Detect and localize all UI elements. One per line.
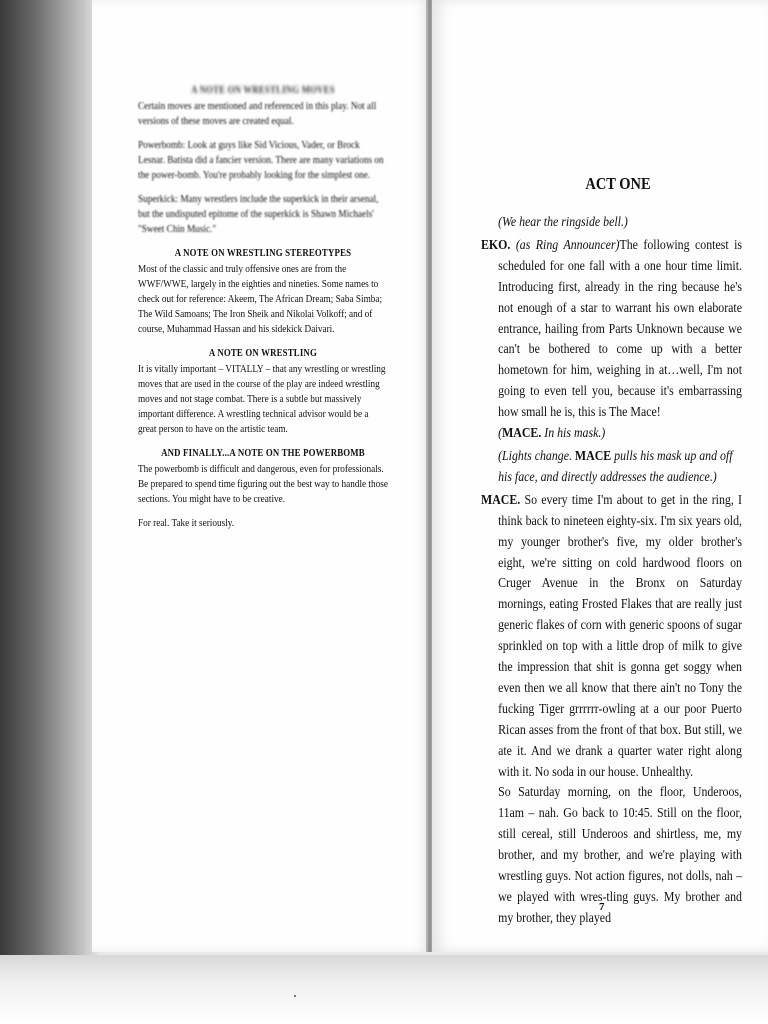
note-paragraph: For real. Take it seriously. — [138, 518, 235, 529]
scan-margin-bottom — [0, 955, 768, 1024]
note-wrestling — [138, 346, 388, 437]
note-heading: AND FINALLY...A NOTE ON THE POWERBOMB — [161, 448, 365, 459]
note-paragraph: Most of the classic and truly offensive ones are from the WWF/WWE, largely in the eighties and nineties. Some names to check out for reference: Akeem, The African Dream; Saba Simba; The Wild Samoans; The Iron Sheik and Nikolai Volkoff; and of course, Muhammad Hassan and his sidekick Daivari. — [138, 264, 383, 335]
note-paragraph: Certain moves are mentioned and referenced in this play. Not all versions of these moves are created equal. — [138, 101, 377, 127]
dialogue-text: So every time I'm about to get in the ring, I think back to nineteen eighty-six. I'm six years old, my younger brother's five, my older brother's eight, we're sitting on cold hardwood floors on Cruger Avenue in the Bronx on Saturday mornings, eating Frosted Flakes that are really just generic flakes of corn with generic spoons of sugar sprinkled on top with a little drop of milk to give the impression that shit is gonna get soggy when even then we all know that there ain't no Tony the fucking Tiger grrrrrr-owling at a our poor Puerto Rican asses from the front of that box. But still, we ate it. And we drank a quarter water right along with it. No soda in our house. Unhealthy. — [498, 491, 743, 779]
scan-speck — [294, 995, 296, 997]
note-wrestling-moves — [138, 83, 388, 237]
note-powerbomb — [138, 446, 388, 531]
note-paragraph: The powerbomb is difficult and dangerous, even for professionals. Be prepared to spend time figuring out the best way to handle those sections. You might have to be creative. — [138, 464, 388, 505]
speaker-name: MACE. — [481, 491, 521, 507]
note-paragraph: Powerbomb: Look at guys like Sid Vicious, Vader, or Brock Lesnar. Batista did a fancier version. There are many variations on the power-bomb. You're probably looking for the simplest one. — [138, 140, 384, 181]
act-title: ACT ONE — [585, 174, 651, 193]
script-body — [481, 212, 742, 929]
note-heading: A NOTE ON WRESTLING MOVES — [191, 85, 335, 96]
dialogue-eko — [481, 235, 743, 423]
dialogue-text: The following contest is scheduled for one fall with a one hour time limit. Introducing first, already in the ring because he's not enough of a star to warrant his own elaborate entrance, hailing from Parts Unknown because we can't be bothered to come up with a better hometown for him, weighing in at…well, I'm not going to even tell you, because it's embarrassing how small he is, this is The Mace! — [498, 236, 743, 420]
note-heading: A NOTE ON WRESTLING — [208, 348, 317, 359]
direction-text: In his mask.) — [544, 425, 606, 441]
parenthetical: (as Ring Announcer) — [515, 236, 620, 252]
character-name: MACE — [574, 447, 612, 463]
note-paragraph: Superkick: Many wrestlers include the superkick in their arsenal, but the undisputed epitome of the superkick is Shawn Michaels' "Sweet Chin Music." — [138, 194, 379, 235]
direction-text: pulls his mask up and off his face, and directly addresses the audience.) — [498, 447, 733, 484]
note-paragraph: It is vitally important – VITALLY – that any wrestling or wrestling moves that are used in the course of the play are indeed wrestling moves and not stage combat. There is a subtle but massively important difference. A wrestling technical advisor would be a great person to have on the artistic team. — [138, 364, 386, 435]
scan-shadow — [0, 0, 100, 1024]
note-heading: A NOTE ON WRESTLING STEREOTYPES — [174, 248, 352, 259]
production-notes — [138, 83, 388, 540]
stage-direction — [481, 446, 742, 488]
stage-direction: (We hear the ringside bell.) — [498, 214, 628, 229]
dialogue-continuation: So Saturday morning, on the floor, Underoos, 11am – nah. Go back to 10:45. Still on the floor, still cereal, still Underoos and shirtless, me, my brother, and my brother, and we're playing with wrestling guys. Not action figures, not dolls, nah – we played with wres-tling guys. My brother and my brother, they played — [498, 784, 742, 925]
stage-direction: (MACE. In his mask.) — [498, 425, 606, 441]
page-number: 7 — [599, 901, 605, 913]
speaker-name: EKO. — [481, 236, 511, 252]
note-wrestling-stereotypes — [138, 246, 388, 337]
character-name: MACE. — [502, 425, 542, 441]
direction-text: (Lights change. — [498, 447, 572, 463]
dialogue-mace — [481, 490, 743, 783]
